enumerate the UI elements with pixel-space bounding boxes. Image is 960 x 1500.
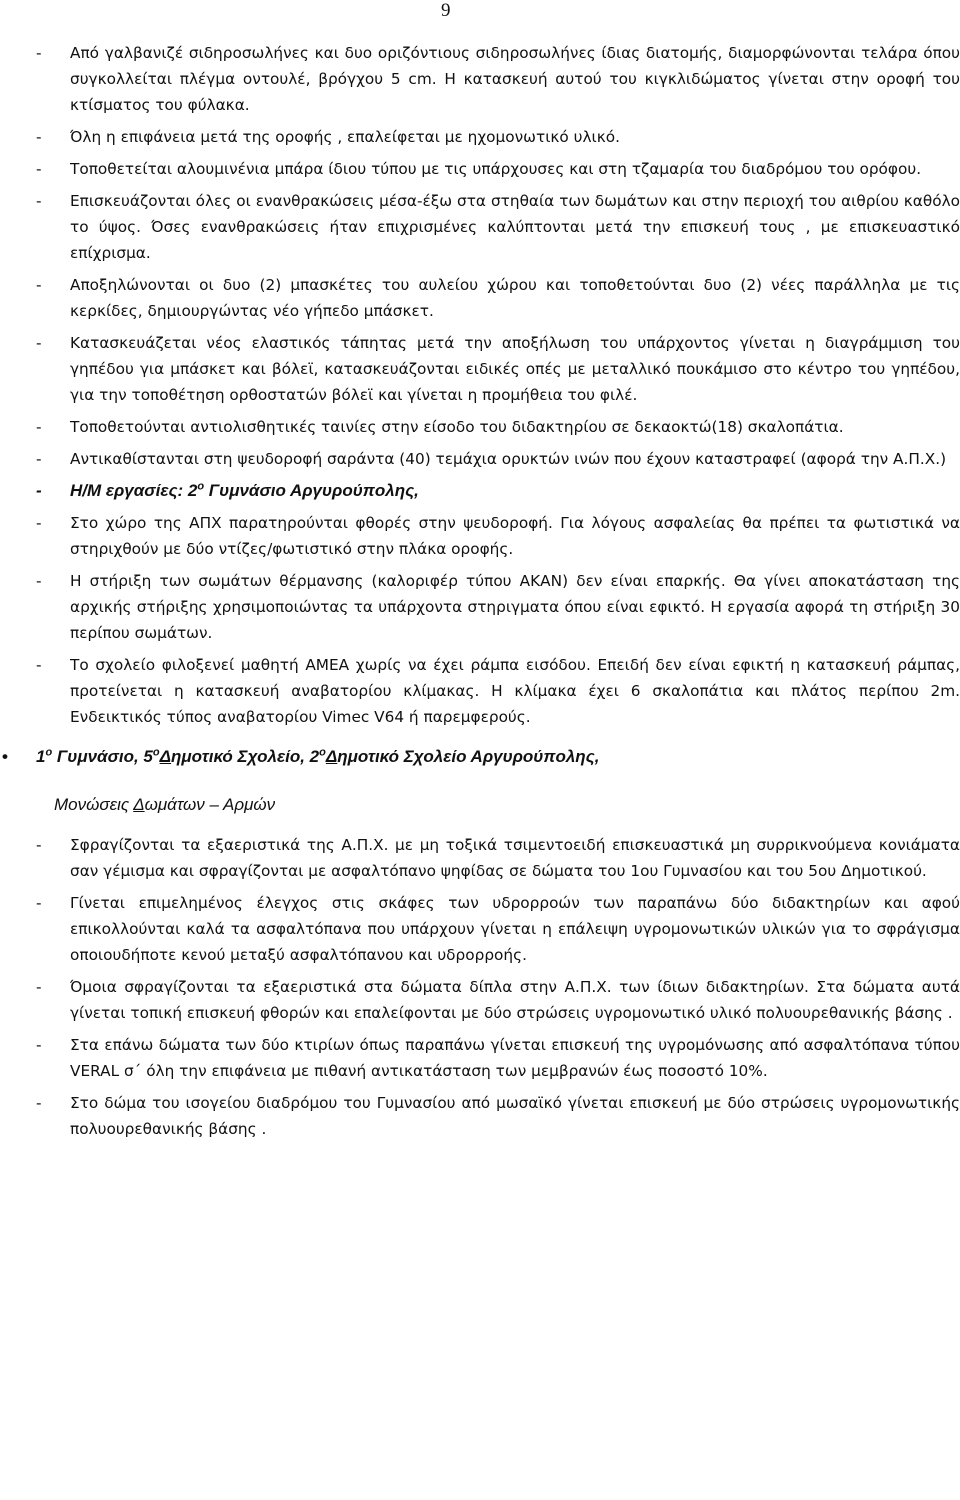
list-dash: - — [36, 572, 42, 590]
list-item — [0, 890, 960, 968]
work-items-list — [0, 40, 960, 472]
list-item — [0, 414, 960, 440]
list-dash: - — [36, 44, 42, 62]
list-dash: - — [36, 1036, 42, 1054]
list-item-text: Τοποθετείται αλουμινένια μπάρα ίδιου τύπου με τις υπάρχουσες και στη τζαμαρία του διαδρόμου του ορόφου. — [70, 160, 922, 178]
list-dash: - — [36, 836, 42, 854]
list-item — [0, 330, 960, 408]
list-item-text: Η στήριξη των σωμάτων θέρμανσης (καλοριφέρ τύπου ΑΚΑΝ) δεν είναι επαρκής. Θα γίνει αποκατάσταση της αρχικής στήριξης χρησιμοποιώντας τα υπάρχοντα στηριγματα όπου είναι εφικτό. Η εργασία αφορά τη στήριξη 30 περίπου σωμάτων. — [70, 572, 960, 642]
list-dash: - — [36, 1094, 42, 1112]
list-item-text: Από γαλβανιζέ σιδηροσωλήνες και δυο οριζόντιους σιδηροσωλήνες ίδιας διατομής, διαμορφώνονται τελάρα όπου συγκολλείται πλέγμα οντουλέ, βρόγχου 5 cm. Η κατασκευή αυτού του κιγκλιδώματος γίνεται στην οροφή του κτίσματος του φύλακα. — [70, 44, 960, 114]
list-dash: - — [36, 276, 42, 294]
list-item-text: Σφραγίζονται τα εξαεριστικά της Α.Π.Χ. με μη τοξικά τσιμεντοειδή επισκευαστικά μη συρρικνούμενα κονιάματα σαν γέμισμα και σφραγίζονται με ασφαλτόπανο ψηφίδας σε δώματα του 1ου Γυμνασίου και του 5ου Δημοτικού. — [70, 836, 960, 880]
list-item-text: Γίνεται επιμελημένος έλεγχος στις σκάφες των υδρορροών των παραπάνω δύο διδακτηρίων και αφού επικολλούνται καλά τα ασφαλτόπανα που υπάρχουν γίνεται η επάλειψη υγρομονωτικών υλικών για το σφράγισμα οποιουδήποτε κενού μεταξύ ασφαλτόπανου και υδρορροής. — [70, 894, 960, 964]
list-dash: - — [36, 978, 42, 996]
list-item — [0, 156, 960, 182]
list-dash: - — [36, 894, 42, 912]
list-item-text: Κατασκευάζεται νέος ελαστικός τάπητας μετά την αποξήλωση του υπάρχοντος γίνεται η διαγράμμιση του γηπέδου για μπάσκετ και βόλεϊ, κατασκευάζονται ειδικές οπές με μεταλλικό πουκάμισο στο κέντρο του γηπέδου, για την τοποθέτηση ορθοστατών βόλεϊ και γίνεται η προμήθεια του φιλέ. — [70, 334, 960, 404]
list-item-text: Επισκευάζονται όλες οι ενανθρακώσεις μέσα-έξω στα στηθαία των δωμάτων και στην περιοχή του αιθρίου καθόλο το ύψος. Όσες ενανθρακώσεις ήταν επιχρισμένες καλύπτονται μετά την επισκευή τους , με επισκευαστικό επίχρισμα. — [70, 192, 960, 262]
hm-items-list — [0, 510, 960, 730]
document-body — [0, 40, 960, 1148]
list-dash: - — [36, 514, 42, 532]
list-item — [0, 1090, 960, 1142]
list-dash: - — [36, 481, 42, 500]
schools-heading: • $1^o$ Γυμνάσιο, $5^o\Delta\eta\mu o\tau\iota\kappa ό$ Σχολείο, $2^o\Delta\eta\mu o\tau\iota\kappa ό$ Σχολείο Αργυρούπολης, — [0, 744, 960, 770]
list-item — [0, 188, 960, 266]
list-item-text: Στα επάνω δώματα των δύο κτιρίων όπως παραπάνω γίνεται επισκευή της υγρομόνωσης από ασφαλτόπανα τύπου VERAL σ΄ όλη την επιφάνεια με πιθανή αντικατάσταση των μεμβρανών έως ποσοστό 10%. — [70, 1036, 960, 1080]
list-dash: - — [36, 418, 42, 436]
list-item-text: Αποξηλώνονται οι δυο (2) μπασκέτες του αυλείου χώρου και τοποθετούνται δυο (2) νέες παράλληλα με τις κερκίδες, δημιουργώντας νέο γήπεδο μπάσκετ. — [70, 276, 960, 320]
list-dash: - — [36, 656, 42, 674]
list-dash: - — [36, 450, 42, 468]
list-item-text: Τοποθετούνται αντιολισθητικές ταινίες στην είσοδο του διδακτηρίου σε δεκαοκτώ(18) σκαλοπάτια. — [70, 418, 844, 436]
list-dash: - — [36, 192, 42, 210]
page-number: 9 — [441, 0, 451, 21]
insulation-items-list — [0, 832, 960, 1142]
list-item — [0, 40, 960, 118]
list-dash: - — [36, 334, 42, 352]
list-item — [0, 272, 960, 324]
list-item — [0, 510, 960, 562]
list-item-text: Στο δώμα του ισογείου διαδρόμου του Γυμνασίου από μωσαϊκό γίνεται επισκευή με δύο στρώσεις υγρομονωτικής πολυουρεθανικής βάσης . — [70, 1094, 960, 1138]
hm-works-heading: - Η/Μ εργασίες: $2^o$ Γυμνάσιο Αργυρούπολης, — [0, 478, 960, 504]
list-item — [0, 974, 960, 1026]
list-item-text: Στο χώρο της ΑΠΧ παρατηρούνται φθορές στην ψευδοροφή. Για λόγους ασφαλείας θα πρέπει τα φωτιστικά να στηριχθούν με δύο ντίζες/φωτιστικό στην πλάκα οροφής. — [70, 514, 960, 558]
list-dash: - — [36, 160, 42, 178]
list-item-text: Το σχολείο φιλοξενεί μαθητή ΑΜΕΑ χωρίς να έχει ράμπα εισόδου. Επειδή δεν είναι εφικτή η κατασκευή ράμπας, προτείνεται η κατασκευή αναβατορίου κλίμακας. Η κλίμακα έχει 6 σκαλοπάτια και πλάτος περίπου 2m. Ενδεικτικός τύπος αναβατορίου Vimec V64 ή παρεμφερούς. — [70, 656, 960, 726]
list-item — [0, 832, 960, 884]
list-item — [0, 446, 960, 472]
list-item-text: Όμοια σφραγίζονται τα εξαεριστικά στα δώματα δίπλα στην Α.Π.Χ. των ίδιων διδακτηρίων. Στα δώματα αυτά γίνεται τοπική επισκευή φθορών και επαλείφονται με δύο στρώσεις υγρομονωτικό υλικό πολυουρεθανικής βάσης . — [70, 978, 960, 1022]
list-item — [0, 124, 960, 150]
list-item — [0, 1032, 960, 1084]
bullet-icon: • — [2, 747, 8, 766]
list-item — [0, 652, 960, 730]
insulation-subheading: Μονώσεις Δωμάτων – Αρμών — [54, 795, 276, 814]
list-item-text: Αντικαθίστανται στη ψευδοροφή σαράντα (40) τεμάχια ορυκτών ινών που έχουν καταστραφεί (αφορά την Α.Π.Χ.) — [70, 450, 947, 468]
list-item — [0, 568, 960, 646]
list-item-text: Όλη η επιφάνεια μετά της οροφής , επαλείφεται με ηχομονωτικό υλικό. — [70, 128, 620, 146]
list-dash: - — [36, 128, 42, 146]
